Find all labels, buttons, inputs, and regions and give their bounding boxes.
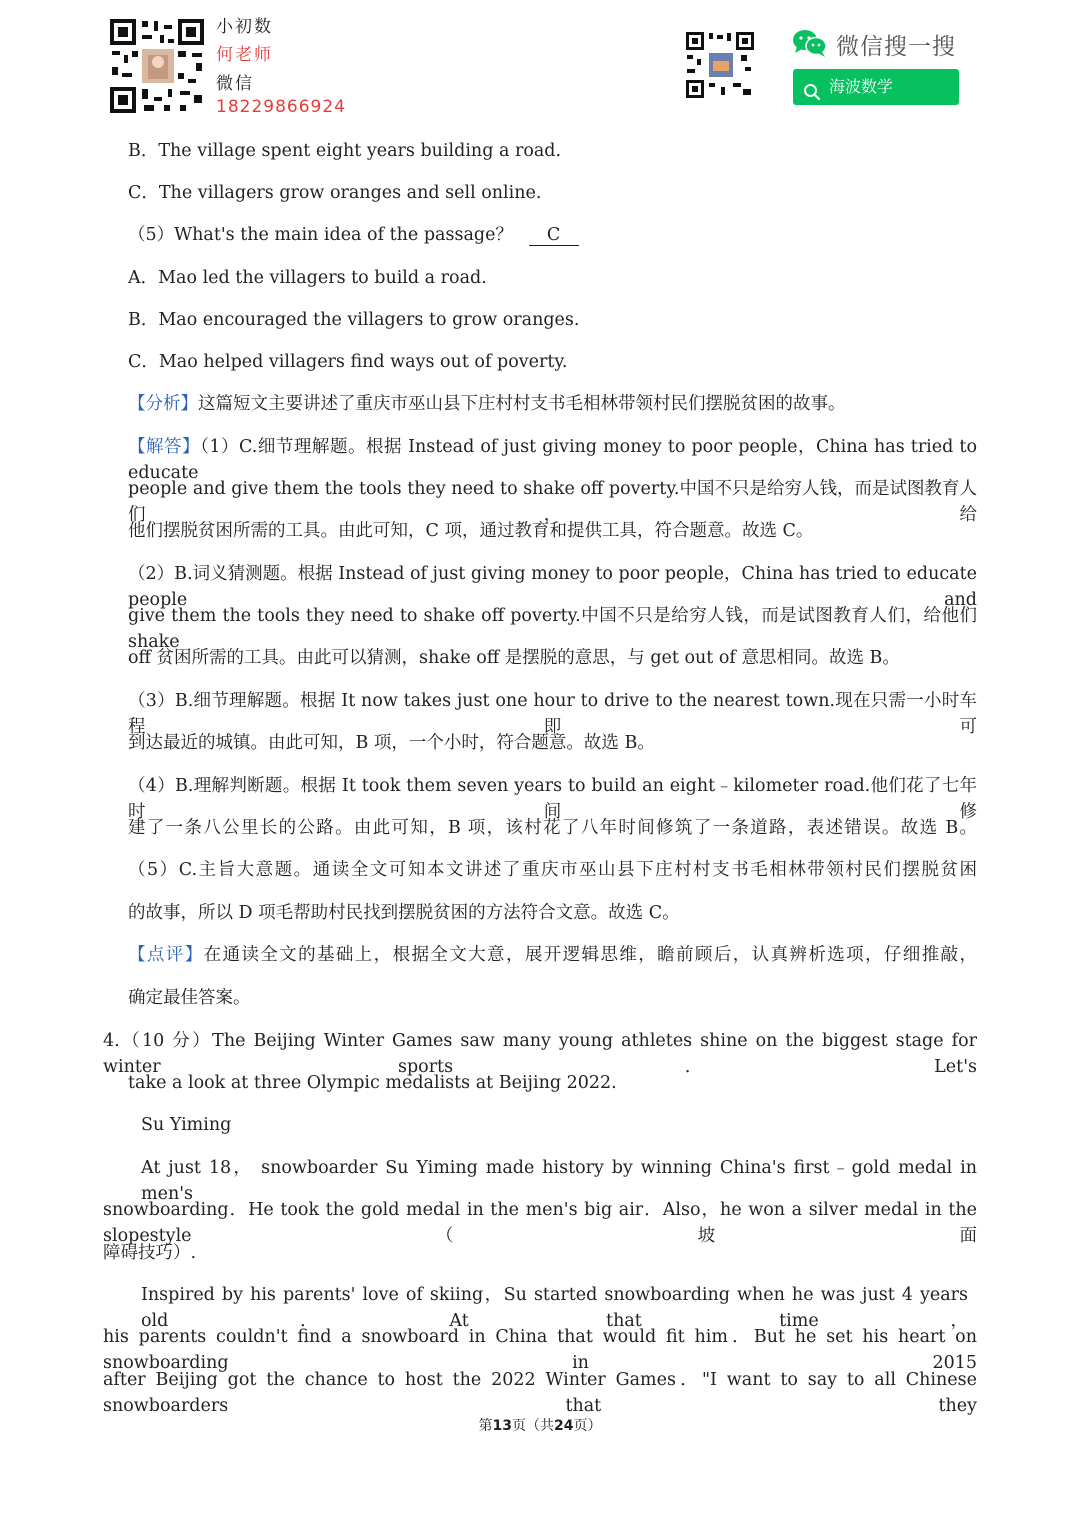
option-b-q4: B．The village spent eight years building a road. xyxy=(128,141,562,161)
analysis-tag: 【分析】 xyxy=(128,394,198,414)
option-c-q4: C．The villagers grow oranges and sell online. xyxy=(128,183,542,203)
solution-text-1: （1）C.细节理解题。根据 Instead of just giving money to poor people，China has tried to educate xyxy=(128,437,977,483)
q4-paragraph-line-4: Inspired by his parents' love of skiing，Su started snowboarding when he was just 4 years old．At that time， xyxy=(141,1285,968,1331)
caption-phone: 18229866924 xyxy=(216,97,346,117)
question-5 xyxy=(128,222,579,248)
q4-paragraph-line-3: 障碍技巧）. xyxy=(103,1243,197,1263)
solution-line-2: people and give them the tools they need to shake off poverty.中国不只是给穷人钱，而是试图教育人们，给 xyxy=(128,479,977,525)
page-total: 24 xyxy=(554,1418,574,1434)
wechat-search-title: 微信搜一搜 xyxy=(836,34,956,60)
search-icon xyxy=(803,78,821,114)
q4-paragraph-line-2: snowboarding．He took the gold medal in the men's big air．Also，he won a silver medal in the slopestyle（坡面 xyxy=(103,1200,977,1246)
q4-intro-line-1: 4.（10 分）The Beijing Winter Games saw many young athletes shine on the biggest stage for winter sports．Let's xyxy=(103,1031,977,1077)
solution-line-5: give them the tools they need to shake off poverty.中国不只是给穷人钱，而是试图教育人们，给他们 shake xyxy=(128,606,977,652)
page-number-post: 页） xyxy=(573,1418,602,1434)
solution-line-6: off 贫困所需的工具。由此可以猜测，shake off 是摆脱的意思，与 get out of 意思相同。故选 B。 xyxy=(128,648,900,668)
option-b-q5: B．Mao encouraged the villagers to grow oranges. xyxy=(128,310,580,330)
solution-line-10: 建了一条八公里长的公路。由此可知，B 项，该村花了八年时间修筑了一条道路，表述错误。故选 B。 xyxy=(128,818,977,838)
wechat-search-button[interactable] xyxy=(793,69,959,105)
page-number xyxy=(0,1415,1080,1435)
comment-line-1 xyxy=(128,942,977,968)
wechat-search-button-label: 海波数学 xyxy=(829,77,894,96)
comment-text-1: 在通读全文的基础上，根据全文大意，展开逻辑思维，瞻前顾后，认真辨析选项，仔细推敲， xyxy=(203,945,977,965)
q4-paragraph-line-1: At just 18， snowboarder Su Yiming made history by winning China's first﹣gold medal in men's xyxy=(141,1158,977,1204)
q4-intro-line-2: take a look at three Olympic medalists at Beijing 2022. xyxy=(128,1073,617,1093)
question-5-prompt: （5）What's the main idea of the passage？ xyxy=(128,225,513,245)
comment-line-2: 确定最佳答案。 xyxy=(128,988,251,1008)
solution-line-7: （3）B.细节理解题。根据 It now takes just one hour to drive to the nearest town.现在只需一小时车程即可 xyxy=(128,691,977,737)
solution-line-8: 到达最近的城镇。由此可知，B 项，一个小时，符合题意。故选 B。 xyxy=(128,733,655,753)
q4-athlete-name: Su Yiming xyxy=(141,1115,232,1135)
page-current: 13 xyxy=(492,1418,512,1434)
contact-qr-code xyxy=(108,17,206,115)
solution-line-3: 他们摆脱贫困所需的工具。由此可知，C 项，通过教育和提供工具，符合题意。故选 C。 xyxy=(128,521,814,541)
caption-line-1: 小初数 xyxy=(216,17,273,37)
wechat-qr-code xyxy=(685,31,755,99)
solution-line-4: （2）B.词义猜测题。根据 Instead of just giving money to poor people，China has tried to educate people and xyxy=(128,564,977,610)
solution-line-11: （5）C.主旨大意题。通读全文可知本文讲述了重庆市巫山县下庄村村支书毛相林带领村民们摆脱贫困 xyxy=(128,860,977,880)
solution-line-9: （4）B.理解判断题。根据 It took them seven years to build an eight﹣kilometer road.他们花了七年时间修 xyxy=(128,776,977,822)
option-c-q5: C．Mao helped villagers find ways out of poverty. xyxy=(128,352,568,372)
comment-tag: 【点评】 xyxy=(128,945,204,965)
analysis-line xyxy=(128,391,846,417)
q4-paragraph-line-6: after Beijing got the chance to host the 2022 Winter Games．"I want to say to all Chinese snowboarders that they xyxy=(103,1370,977,1416)
caption-line-2: 何老师 xyxy=(216,45,273,65)
question-5-answer: C xyxy=(529,225,579,246)
wechat-logo-icon xyxy=(792,28,828,62)
q4-paragraph-line-5: his parents couldn't find a snowboard in China that would fit him．But he set his heart on snowboarding in 2015 xyxy=(103,1327,977,1373)
option-a-q5: A．Mao led the villagers to build a road. xyxy=(128,268,487,288)
page-number-pre: 第 xyxy=(478,1418,493,1434)
analysis-text: 这篇短文主要讲述了重庆市巫山县下庄村村支书毛相林带领村民们摆脱贫困的故事。 xyxy=(198,394,846,414)
solution-line-12: 的故事，所以 D 项毛帮助村民找到摆脱贫困的方法符合文意。故选 C。 xyxy=(128,903,680,923)
caption-line-3: 微信 xyxy=(216,74,254,94)
page-number-mid: 页（共 xyxy=(512,1418,554,1434)
solution-tag: 【解答】 xyxy=(128,437,201,457)
